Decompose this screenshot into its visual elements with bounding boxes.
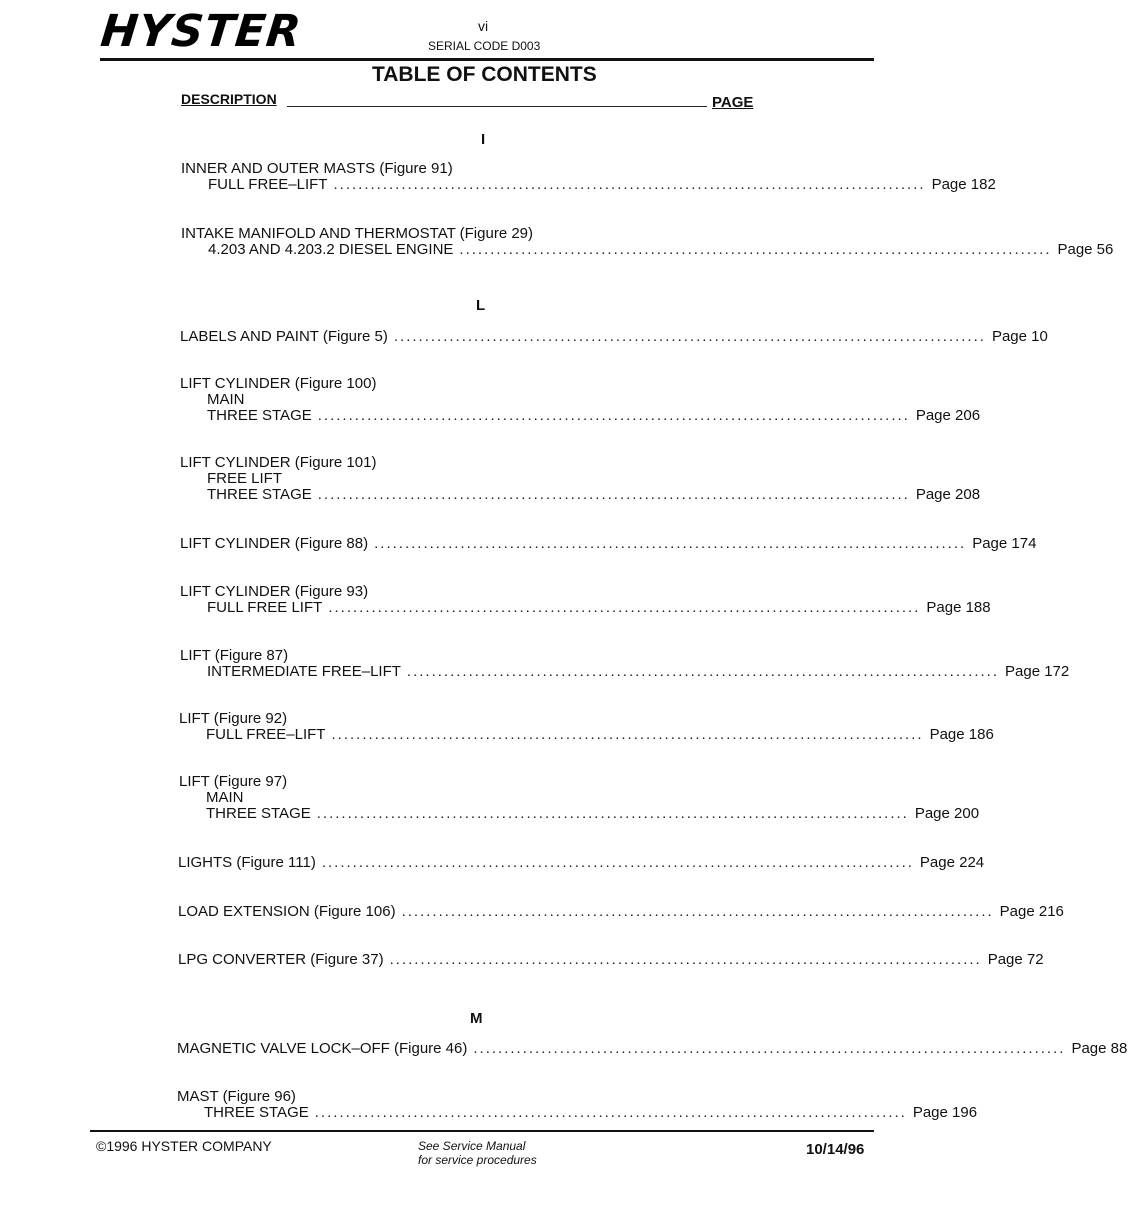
entry-title: LIFT (Figure 97) — [179, 773, 288, 790]
entry-title: LIGHTS (Figure 111) — [178, 854, 316, 871]
entry-page: Page 72 — [987, 951, 1044, 968]
service-note-line2: for service procedures — [418, 1153, 537, 1167]
toc-entry[interactable]: LIGHTS (Figure 111) ................................................................................................ Page 224 — [178, 855, 768, 871]
toc-entry[interactable]: LOAD EXTENSION (Figure 106) ................................................................................................ Page 216 — [178, 904, 768, 920]
entry-title: LABELS AND PAINT (Figure 5) — [180, 328, 388, 345]
entry-page: Page 182 — [931, 176, 996, 193]
entry-page: Page 174 — [972, 535, 1037, 552]
entry-subtitle: FULL FREE–LIFT — [206, 726, 326, 743]
entry-subtitle: MAIN — [206, 789, 244, 806]
entry-subtitle: THREE STAGE — [204, 1104, 309, 1121]
entry-page: Page 206 — [915, 407, 981, 424]
header-rule — [100, 58, 874, 61]
toc-entry[interactable]: LIFT CYLINDER (Figure 93) FULL FREE LIFT ................................................................................................ Page 188 — [180, 584, 770, 616]
entry-subtitle: THREE STAGE — [206, 805, 311, 822]
entry-subtitle: FREE LIFT — [207, 470, 283, 487]
section-letter-i: I — [481, 131, 486, 148]
entry-page: Page 88 — [1071, 1040, 1128, 1057]
toc-entry[interactable]: LIFT (Figure 97) MAIN THREE STAGE ................................................................................................ Page 200 — [179, 774, 769, 822]
entry-subtitle: INTERMEDIATE FREE–LIFT — [207, 663, 401, 680]
section-letter-l: L — [476, 297, 486, 314]
entry-page: Page 10 — [991, 328, 1048, 345]
footer-rule — [90, 1130, 874, 1132]
toc-entry[interactable]: LIFT (Figure 92) FULL FREE–LIFT ................................................................................................ Page 186 — [179, 711, 769, 743]
entry-title: INTAKE MANIFOLD AND THERMOSTAT (Figure 29) — [181, 225, 534, 242]
entry-title: LIFT (Figure 92) — [179, 710, 288, 727]
toc-entry[interactable]: LIFT CYLINDER (Figure 101) FREE LIFT THREE STAGE ................................................................................................ Page 208 — [180, 455, 770, 503]
toc-entry[interactable]: MAGNETIC VALVE LOCK–OFF (Figure 46) ................................................................................................ Page 88 — [177, 1041, 767, 1057]
entry-title: LIFT CYLINDER (Figure 101) — [180, 454, 377, 471]
toc-entry[interactable]: LPG CONVERTER (Figure 37) ................................................................................................ Page 72 — [178, 952, 768, 968]
entry-title: LPG CONVERTER (Figure 37) — [178, 951, 384, 968]
entry-title: MAGNETIC VALVE LOCK–OFF (Figure 46) — [177, 1040, 468, 1057]
description-column-header: DESCRIPTION — [181, 91, 277, 107]
revision-date: 10/14/96 — [806, 1141, 865, 1158]
toc-entry[interactable]: LABELS AND PAINT (Figure 5) ................................................................................................ Page 10 — [180, 329, 770, 345]
entry-title: LIFT CYLINDER (Figure 93) — [180, 583, 369, 600]
toc-entry[interactable]: MAST (Figure 96) THREE STAGE ................................................................................................ Page 196 — [177, 1089, 767, 1121]
entry-subtitle: THREE STAGE — [207, 486, 312, 503]
toc-entry[interactable]: LIFT (Figure 87) INTERMEDIATE FREE–LIFT ................................................................................................ Page 172 — [180, 648, 770, 680]
entry-subtitle: FULL FREE LIFT — [207, 599, 323, 616]
serial-code: SERIAL CODE D003 — [428, 39, 541, 53]
entry-title: INNER AND OUTER MASTS (Figure 91) — [181, 160, 453, 177]
toc-entry[interactable]: LIFT CYLINDER (Figure 88) ................................................................................................ Page 174 — [180, 536, 770, 552]
page-column-header: PAGE — [712, 94, 754, 111]
entry-page: Page 200 — [914, 805, 980, 822]
entry-page: Page 216 — [999, 903, 1064, 920]
entry-title: MAST (Figure 96) — [177, 1088, 296, 1105]
entry-subtitle: MAIN — [207, 391, 245, 408]
page-title: TABLE OF CONTENTS — [372, 63, 597, 86]
hyster-logo: HYSTER — [98, 6, 305, 57]
entry-title: LIFT CYLINDER (Figure 88) — [180, 535, 369, 552]
entry-page: Page 196 — [912, 1104, 978, 1121]
toc-entry[interactable]: INTAKE MANIFOLD AND THERMOSTAT (Figure 29) 4.203 AND 4.203.2 DIESEL ENGINE ................................................................................................ Page 56 — [181, 226, 771, 258]
entry-title: LIFT CYLINDER (Figure 100) — [180, 375, 377, 392]
entry-subtitle: THREE STAGE — [207, 407, 312, 424]
column-header-rule — [287, 106, 707, 107]
entry-page: Page 186 — [929, 726, 994, 743]
page-number: vi — [478, 18, 489, 34]
service-note — [418, 1139, 537, 1167]
entry-page: Page 224 — [919, 854, 985, 871]
entry-page: Page 208 — [915, 486, 981, 503]
entry-page: Page 188 — [926, 599, 991, 616]
toc-entry[interactable]: LIFT CYLINDER (Figure 100) MAIN THREE STAGE ................................................................................................ Page 206 — [180, 376, 770, 424]
entry-subtitle: FULL FREE–LIFT — [208, 176, 328, 193]
service-note-line1: See Service Manual — [418, 1139, 526, 1153]
entry-subtitle: 4.203 AND 4.203.2 DIESEL ENGINE — [208, 241, 454, 258]
entry-page: Page 172 — [1005, 663, 1070, 680]
entry-title: LOAD EXTENSION (Figure 106) — [178, 903, 396, 920]
section-letter-m: M — [470, 1010, 483, 1027]
toc-entry[interactable]: INNER AND OUTER MASTS (Figure 91) FULL FREE–LIFT ................................................................................................ Page 182 — [181, 161, 771, 193]
entry-title: LIFT (Figure 87) — [180, 647, 289, 664]
copyright: ©1996 HYSTER COMPANY — [96, 1138, 272, 1154]
entry-page: Page 56 — [1057, 241, 1114, 258]
